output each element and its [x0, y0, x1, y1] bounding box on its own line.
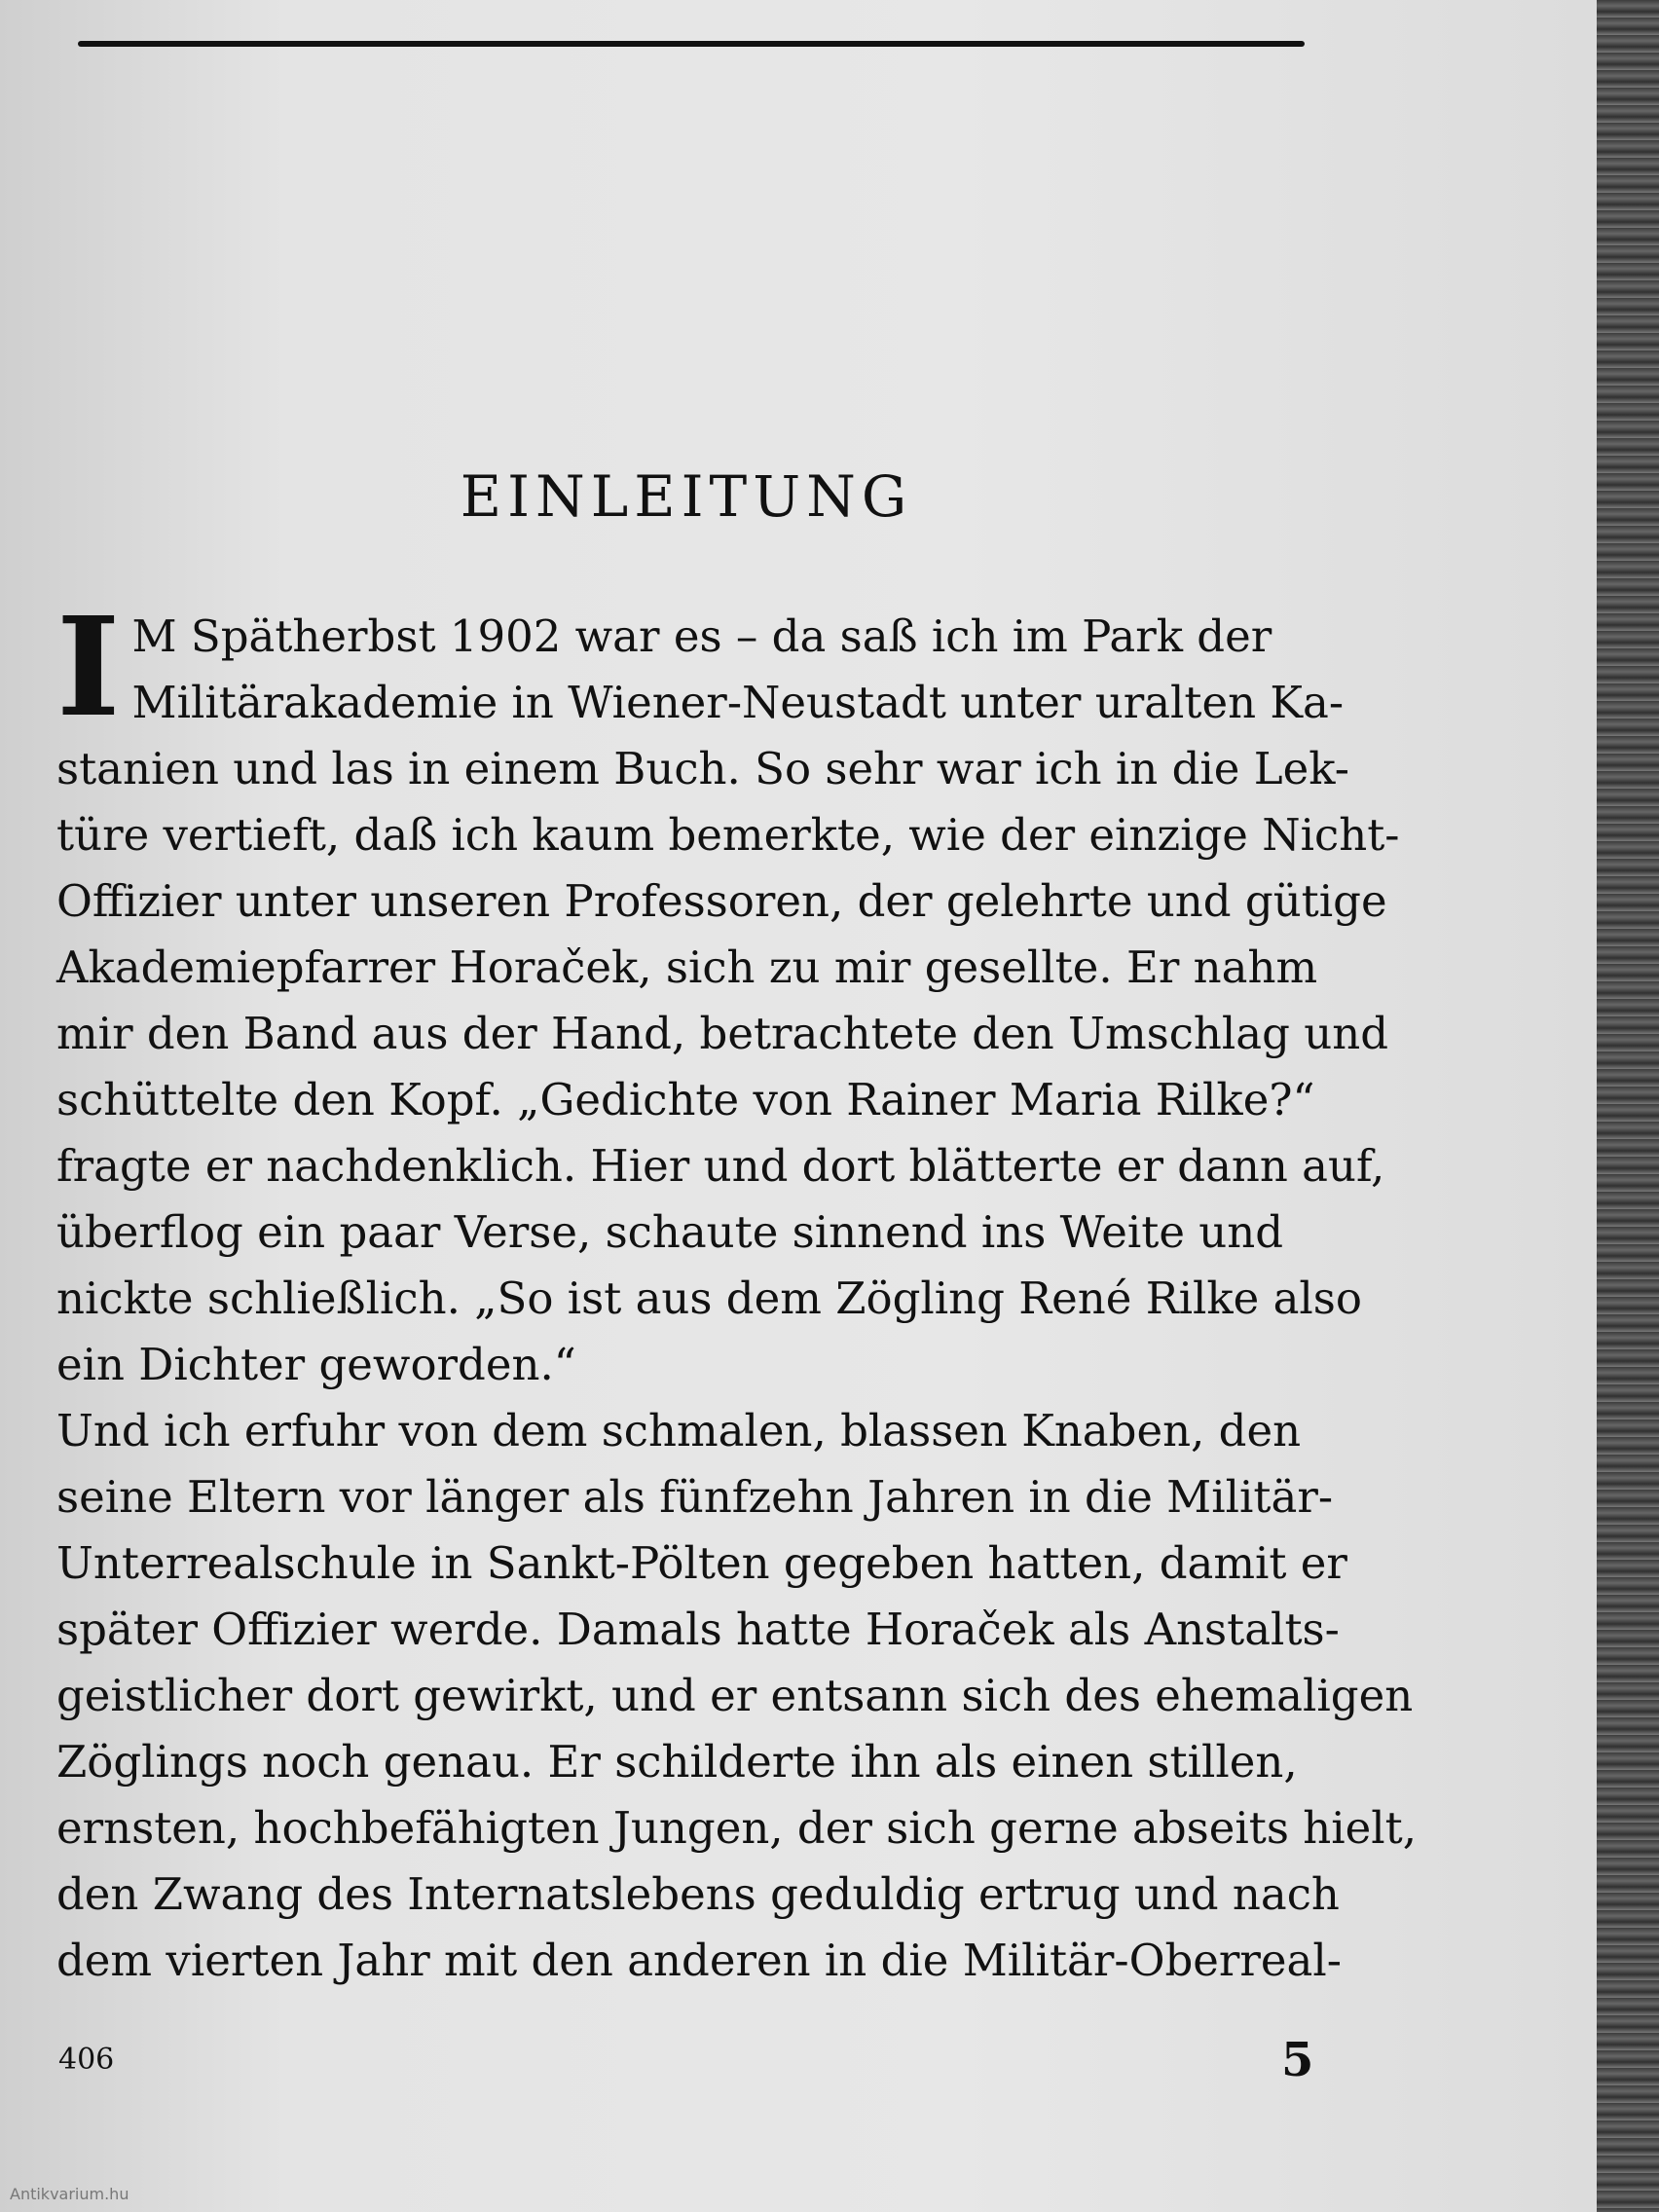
- text-line: überflog ein paar Verse, schaute sinnend ins Weite und: [56, 1206, 1284, 1258]
- text-line: Akademiepfarrer Horaček, sich zu mir gesellte. Er nahm: [56, 941, 1318, 993]
- text-line: ernsten, hochbefähigten Jungen, der sich gerne abseits hielt,: [56, 1802, 1418, 1854]
- chapter-title: EINLEITUNG: [460, 463, 913, 530]
- text-line: Zöglings noch genau. Er schilderte ihn als einen stillen,: [56, 1736, 1298, 1788]
- text-line: fragte er nachdenklich. Hier und dort blätterte er dann auf,: [56, 1140, 1385, 1192]
- watermark: Antikvarium.hu: [10, 2185, 129, 2203]
- text-line: Militärakademie in Wiener-Neustadt unter uralten Ka-: [131, 677, 1345, 728]
- text-line: türe vertieft, daß ich kaum bemerkte, wie der einzige Nicht-: [56, 809, 1400, 861]
- text-line: Unterrealschule in Sankt-Pölten gegeben hatten, damit er: [56, 1537, 1347, 1589]
- text-line: den Zwang des Internatslebens geduldig ertrug und nach: [56, 1868, 1340, 1920]
- text-line: stanien und las in einem Buch. So sehr war ich in die Lek-: [56, 743, 1349, 794]
- text-line: ein Dichter geworden.“: [56, 1339, 576, 1390]
- drop-cap: I: [56, 588, 121, 748]
- text-line: geistlicher dort gewirkt, und er entsann sich des ehemaligen: [56, 1670, 1414, 1721]
- page-number-right: 5: [1281, 2033, 1314, 2087]
- text-line: seine Eltern vor länger als fünfzehn Jahren in die Militär-: [56, 1471, 1334, 1523]
- text-line: dem vierten Jahr mit den anderen in die Militär-Oberreal-: [56, 1935, 1342, 1986]
- header-rule: [78, 41, 1305, 47]
- text-line: schüttelte den Kopf. „Gedichte von Rainer Maria Rilke?“: [56, 1074, 1315, 1125]
- page-number-left: 406: [58, 2043, 115, 2077]
- text-line: Offizier unter unseren Professoren, der gelehrte und gütige: [56, 875, 1387, 927]
- body-text: [56, 588, 1418, 1994]
- book-edge: [1597, 0, 1659, 2212]
- text-line: mir den Band aus der Hand, betrachtete den Umschlag und: [56, 1008, 1388, 1059]
- paragraph-2: [56, 1398, 1418, 1994]
- text-line: nickte schließlich. „So ist aus dem Zögling René Rilke also: [56, 1272, 1362, 1324]
- text-line: Und ich erfuhr von dem schmalen, blassen Knaben, den: [56, 1405, 1302, 1456]
- paragraph-1: [56, 588, 1400, 1398]
- text-line: später Offizier werde. Damals hatte Horaček als Anstalts-: [56, 1604, 1340, 1655]
- text-line: M Spätherbst 1902 war es – da saß ich im Park der: [131, 610, 1272, 662]
